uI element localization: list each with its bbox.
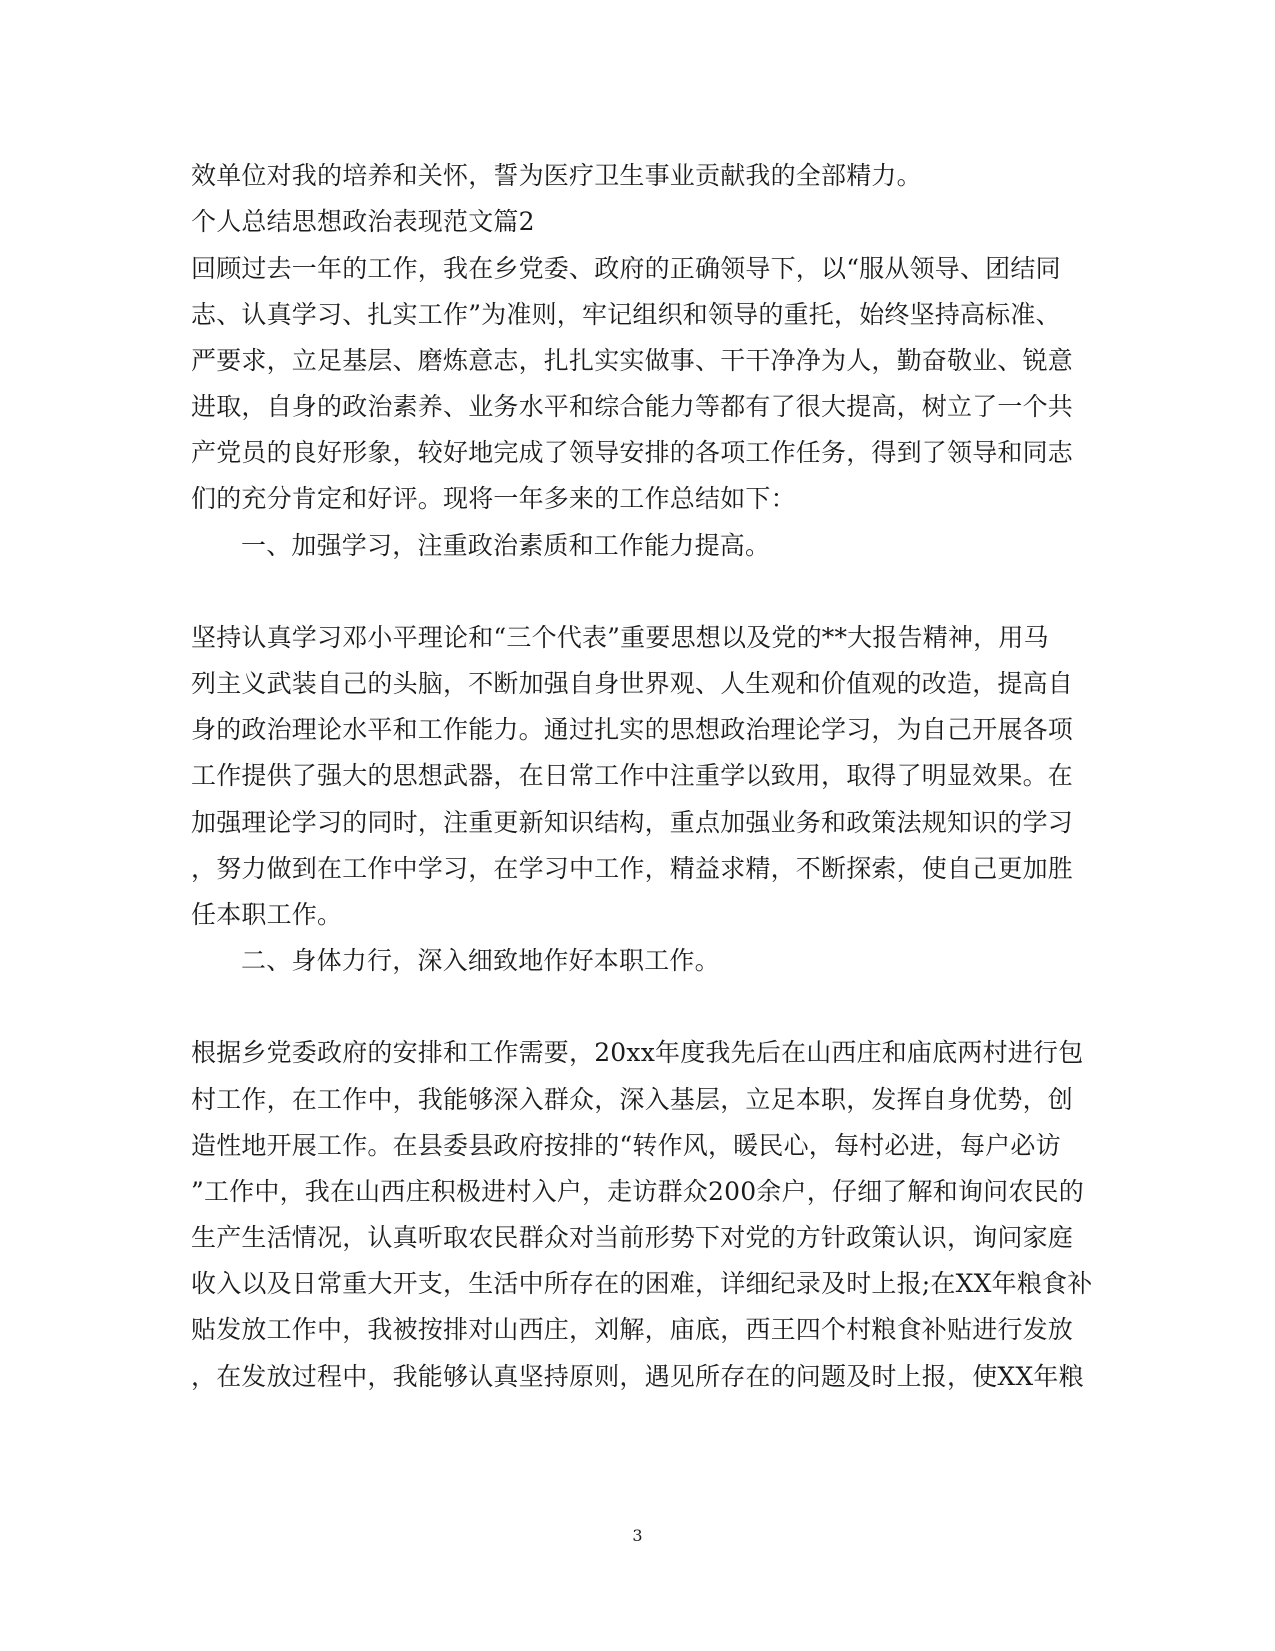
- subheading: 二、身体力行，深入细致地作好本职工作。: [241, 946, 720, 975]
- text-line: 志、认真学习、扎实工作”为准则，牢记组织和领导的重托，始终坚持高标准、: [191, 300, 1061, 329]
- text-line: ，在发放过程中，我能够认真坚持原则，遇见所存在的问题及时上报，使XX年粮: [191, 1362, 1084, 1391]
- text-line: ，努力做到在工作中学习，在学习中工作，精益求精，不断探索，使自己更加胜: [191, 854, 1074, 883]
- text-line: ”工作中，我在山西庄积极进村入户，走访群众200余户，仔细了解和询问农民的: [191, 1177, 1084, 1206]
- text-line: 产党员的良好形象，较好地完成了领导安排的各项工作任务，得到了领导和同志: [191, 438, 1074, 467]
- text-line: 列主义武装自己的头脑，不断加强自身世界观、人生观和价值观的改造，提高自: [191, 669, 1074, 698]
- text-line: 贴发放工作中，我被按排对山西庄，刘解，庙底，西王四个村粮食补贴进行发放: [191, 1315, 1074, 1344]
- section-heading: 个人总结思想政治表现范文篇2: [191, 207, 535, 236]
- text-line: 加强理论学习的同时，注重更新知识结构，重点加强业务和政策法规知识的学习: [191, 808, 1074, 837]
- page-number: 3: [632, 1526, 643, 1545]
- text-line: 严要求，立足基层、磨炼意志，扎扎实实做事、干干净净为人，勤奋敬业、锐意: [191, 346, 1074, 375]
- text-line: 任本职工作。: [191, 900, 343, 929]
- text-line: 回顾过去一年的工作，我在乡党委、政府的正确领导下，以“服从领导、团结同: [191, 254, 1061, 283]
- text-line: 身的政治理论水平和工作能力。通过扎实的思想政治理论学习，为自己开展各项: [191, 715, 1074, 744]
- text-line: 们的充分肯定和好评。现将一年多来的工作总结如下：: [191, 484, 796, 513]
- text-line: 效单位对我的培养和关怀，誓为医疗卫生事业贡献我的全部精力。: [191, 161, 922, 190]
- text-line: 进取，自身的政治素养、业务水平和综合能力等都有了很大提高，树立了一个共: [191, 392, 1074, 421]
- text-line: 生产生活情况，认真听取农民群众对当前形势下对党的方针政策认识，询问家庭: [191, 1223, 1074, 1252]
- subheading: 一、加强学习，注重政治素质和工作能力提高。: [241, 531, 771, 560]
- text-line: 村工作，在工作中，我能够深入群众，深入基层，立足本职，发挥自身优势，创: [191, 1085, 1074, 1114]
- text-line: 造性地开展工作。在县委县政府按排的“转作风，暖民心，每村必进，每户必访: [191, 1131, 1061, 1160]
- text-line: 收入以及日常重大开支，生活中所存在的困难，详细纪录及时上报;在XX年粮食补: [191, 1269, 1093, 1298]
- text-line: 工作提供了强大的思想武器，在日常工作中注重学以致用，取得了明显效果。在: [191, 761, 1074, 790]
- text-line: 根据乡党委政府的安排和工作需要，20xx年度我先后在山西庄和庙底两村进行包: [191, 1038, 1084, 1067]
- text-line: 坚持认真学习邓小平理论和“三个代表”重要思想以及党的**大报告精神，用马: [191, 623, 1049, 652]
